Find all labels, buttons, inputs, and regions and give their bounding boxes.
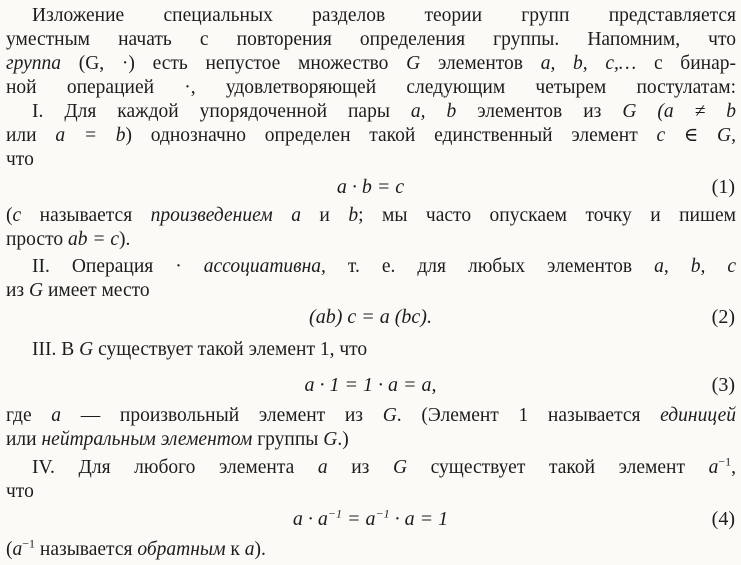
equation-formula bbox=[0, 506, 741, 532]
text-run: ной операцией ·, удовлетворяющей следующим четырем постулатам: bbox=[6, 77, 736, 98]
text-run: , bbox=[731, 457, 736, 478]
math-var: G bbox=[392, 457, 408, 478]
text-line-13 bbox=[6, 404, 736, 428]
text-line-8 bbox=[6, 204, 736, 228]
text-run: элементов из bbox=[456, 101, 623, 122]
text-run: группы bbox=[252, 429, 324, 450]
postulate-4-line bbox=[32, 456, 736, 480]
text-run: ( bbox=[6, 205, 13, 226]
text-run: IV. Для любого элемента bbox=[32, 457, 318, 478]
text-line-11 bbox=[6, 279, 736, 303]
postulate-3-line bbox=[32, 338, 736, 362]
math-var: a bbox=[317, 457, 328, 478]
text-run: называется bbox=[21, 205, 151, 226]
term-associative: ассоциативна, bbox=[203, 256, 326, 277]
math-var: G bbox=[323, 429, 338, 450]
text-run: I. Для каждой упорядоченной пары bbox=[32, 101, 411, 122]
text-run: с бинар- bbox=[636, 53, 736, 74]
postulate-1-line bbox=[32, 100, 736, 124]
text-line-17 bbox=[6, 538, 736, 562]
term-product: произведением bbox=[150, 205, 273, 226]
text-run: существует такой элемент bbox=[407, 457, 709, 478]
equation-formula: (ab) c = a (bc). bbox=[309, 306, 432, 328]
equation-4 bbox=[0, 506, 741, 532]
term-inverse: обратным bbox=[137, 539, 226, 560]
math-var: a, b bbox=[410, 101, 457, 122]
text-line-7 bbox=[6, 148, 736, 172]
text-run: ). bbox=[119, 229, 131, 250]
math-var: ab = c bbox=[67, 229, 120, 250]
exponent: −1 bbox=[375, 506, 390, 521]
text-line-14 bbox=[6, 428, 736, 452]
text-run: к bbox=[225, 539, 245, 560]
term-neutral-element: нейтральным элементом bbox=[41, 429, 253, 450]
text-run: (G, ·) есть непустое множество bbox=[61, 53, 407, 74]
math-var: a = b bbox=[55, 125, 126, 146]
math-var: G bbox=[79, 339, 94, 360]
text-run: просто bbox=[6, 229, 68, 250]
text-run: что bbox=[6, 481, 34, 502]
math-var: a, b, c,… bbox=[540, 53, 637, 74]
math-var: G bbox=[29, 280, 44, 301]
text-run: или bbox=[6, 429, 42, 450]
math-var: G bbox=[382, 405, 397, 426]
exponent: −1 bbox=[327, 506, 342, 521]
math-var: G bbox=[406, 53, 421, 74]
math-var: a, b, c bbox=[654, 256, 736, 277]
text-run bbox=[273, 205, 291, 226]
text-line-3 bbox=[6, 52, 736, 76]
text-run: ; мы часто опускаем точку и пишем bbox=[358, 205, 736, 226]
text-run: — произвольный элемент из bbox=[61, 405, 383, 426]
math-var: a bbox=[51, 405, 62, 426]
text-run: называется bbox=[35, 539, 138, 560]
text-run: существует такой элемент 1, что bbox=[93, 339, 368, 360]
text-run: Изложение специальных разделов теории групп представляется bbox=[32, 5, 736, 26]
text-run: что bbox=[6, 149, 34, 170]
formula-part: = a bbox=[342, 508, 376, 530]
text-line-9 bbox=[6, 228, 736, 252]
formula-part: · a = 1 bbox=[389, 508, 449, 530]
equation-number: (1) bbox=[711, 176, 735, 198]
text-run: II. Операция · bbox=[32, 256, 204, 277]
text-run: III. В bbox=[32, 339, 80, 360]
formula-part: a · a bbox=[292, 508, 328, 530]
equation-formula: a · 1 = 1 · a = a, bbox=[304, 374, 437, 396]
equation-formula: a · b = c bbox=[336, 176, 405, 198]
equation-2 bbox=[0, 304, 741, 330]
text-run: из bbox=[327, 457, 393, 478]
math-var: a bbox=[244, 539, 255, 560]
text-run: из bbox=[6, 280, 30, 301]
equation-number: (2) bbox=[711, 306, 735, 328]
text-run: где bbox=[6, 405, 52, 426]
text-run: ) однозначно определен такой единственный элемент bbox=[125, 125, 657, 146]
text-run: элементов bbox=[420, 53, 541, 74]
math-var: c bbox=[12, 205, 22, 226]
math-var: a bbox=[12, 539, 23, 560]
text-run: . (Элемент 1 называется bbox=[396, 405, 661, 426]
text-run: имеет место bbox=[43, 280, 150, 301]
text-line-6 bbox=[6, 124, 736, 148]
exponent: −1 bbox=[718, 456, 732, 469]
text-line-16 bbox=[6, 480, 736, 504]
equation-number: (4) bbox=[711, 508, 735, 530]
text-run: ( bbox=[6, 539, 13, 560]
math-var: a bbox=[708, 457, 719, 478]
math-var: b bbox=[348, 205, 359, 226]
postulate-2-line bbox=[32, 255, 736, 279]
math-var: c ∈ G, bbox=[656, 125, 736, 146]
equation-1 bbox=[0, 174, 741, 200]
exponent: −1 bbox=[22, 538, 36, 551]
text-run: уместным начать с повторения определения группы. Напомним, что bbox=[6, 29, 736, 50]
math-var: G (a ≠ b bbox=[622, 101, 736, 122]
math-var: a bbox=[291, 205, 301, 226]
term-unit: единицей bbox=[660, 405, 736, 426]
text-run: ). bbox=[254, 539, 266, 560]
text-run: и bbox=[300, 205, 349, 226]
text-line-1 bbox=[32, 4, 736, 28]
text-line-2 bbox=[6, 28, 736, 52]
text-line-4 bbox=[6, 76, 736, 100]
text-run: или bbox=[6, 125, 56, 146]
text-run: т. е. для любых элементов bbox=[325, 256, 655, 277]
equation-3 bbox=[0, 372, 741, 398]
text-run: .) bbox=[337, 429, 349, 450]
equation-number: (3) bbox=[711, 374, 735, 396]
term-group: группа bbox=[6, 53, 62, 74]
